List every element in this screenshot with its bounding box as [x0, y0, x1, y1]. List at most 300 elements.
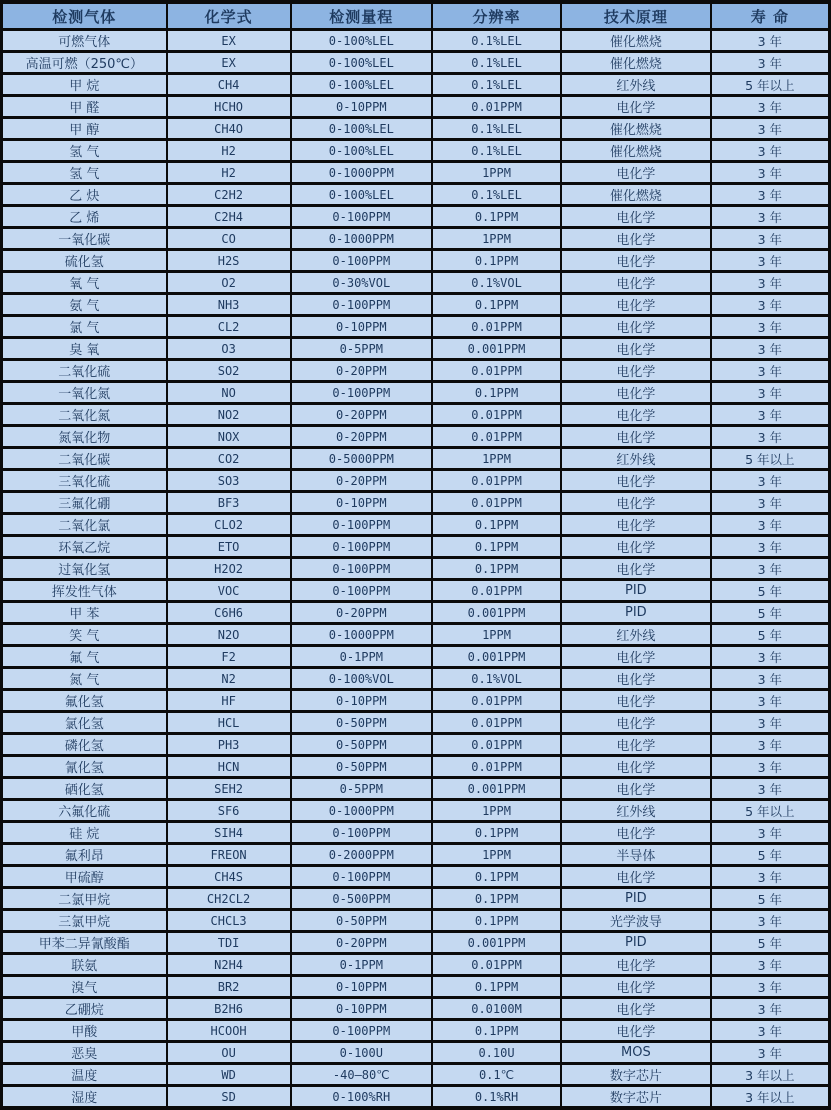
cell-detection-range: 0-1000PPM — [291, 228, 432, 249]
cell-gas-name: 乙硼烷 — [2, 998, 167, 1019]
cell-technology: 红外线 — [561, 448, 711, 469]
cell-chemical-formula: NO2 — [167, 404, 291, 425]
cell-detection-range: 0-5000PPM — [291, 448, 432, 469]
column-header-detection-range: 检测量程 — [291, 3, 432, 29]
cell-lifespan: 3 年 — [711, 976, 829, 997]
table-row — [2, 162, 829, 183]
table-row — [2, 272, 829, 293]
table-row — [2, 1042, 829, 1063]
cell-chemical-formula: ETO — [167, 536, 291, 557]
cell-lifespan: 3 年 — [711, 778, 829, 799]
cell-resolution: 0.1PPM — [432, 294, 561, 315]
cell-chemical-formula: WD — [167, 1064, 291, 1085]
cell-technology: 催化燃烧 — [561, 140, 711, 161]
table-row — [2, 1020, 829, 1041]
cell-lifespan: 3 年 — [711, 118, 829, 139]
cell-gas-name: 氯 气 — [2, 316, 167, 337]
table-row — [2, 52, 829, 73]
cell-lifespan: 3 年 — [711, 206, 829, 227]
cell-detection-range: 0-100PPM — [291, 822, 432, 843]
table-row — [2, 536, 829, 557]
column-header-resolution: 分辨率 — [432, 3, 561, 29]
table-row — [2, 1086, 829, 1107]
cell-technology: 电化学 — [561, 712, 711, 733]
cell-gas-name: 甲 醇 — [2, 118, 167, 139]
cell-resolution: 0.001PPM — [432, 778, 561, 799]
cell-resolution: 0.10U — [432, 1042, 561, 1063]
cell-technology: 电化学 — [561, 96, 711, 117]
cell-detection-range: 0-100PPM — [291, 382, 432, 403]
cell-lifespan: 3 年 — [711, 470, 829, 491]
cell-detection-range: 0-30%VOL — [291, 272, 432, 293]
cell-lifespan: 3 年 — [711, 272, 829, 293]
cell-chemical-formula: CLO2 — [167, 514, 291, 535]
cell-resolution: 0.1PPM — [432, 976, 561, 997]
cell-detection-range: 0-100%LEL — [291, 30, 432, 51]
cell-chemical-formula: C2H2 — [167, 184, 291, 205]
cell-resolution: 0.01PPM — [432, 954, 561, 975]
cell-resolution: 0.01PPM — [432, 712, 561, 733]
cell-lifespan: 3 年 — [711, 514, 829, 535]
table-row — [2, 888, 829, 909]
cell-chemical-formula: TDI — [167, 932, 291, 953]
cell-lifespan: 3 年 — [711, 250, 829, 271]
cell-gas-name: 过氧化氢 — [2, 558, 167, 579]
cell-lifespan: 3 年 — [711, 184, 829, 205]
cell-lifespan: 3 年 — [711, 30, 829, 51]
cell-detection-range: 0-100PPM — [291, 580, 432, 601]
cell-lifespan: 3 年 — [711, 756, 829, 777]
cell-lifespan: 5 年 — [711, 602, 829, 623]
cell-lifespan: 3 年 — [711, 734, 829, 755]
cell-resolution: 0.1PPM — [432, 866, 561, 887]
table-row — [2, 932, 829, 953]
cell-gas-name: 氟化氢 — [2, 690, 167, 711]
cell-technology: 电化学 — [561, 822, 711, 843]
cell-resolution: 0.1PPM — [432, 206, 561, 227]
cell-lifespan: 3 年 — [711, 140, 829, 161]
cell-chemical-formula: H2 — [167, 162, 291, 183]
cell-lifespan: 3 年 — [711, 492, 829, 513]
cell-resolution: 1PPM — [432, 800, 561, 821]
cell-detection-range: 0-100PPM — [291, 294, 432, 315]
cell-gas-name: 氨 气 — [2, 294, 167, 315]
header-row — [2, 3, 829, 29]
cell-resolution: 0.01PPM — [432, 96, 561, 117]
cell-gas-name: 挥发性气体 — [2, 580, 167, 601]
cell-chemical-formula: CHCL3 — [167, 910, 291, 931]
cell-chemical-formula: B2H6 — [167, 998, 291, 1019]
table-row — [2, 558, 829, 579]
cell-resolution: 0.1%VOL — [432, 272, 561, 293]
table-row — [2, 206, 829, 227]
cell-lifespan: 3 年 — [711, 822, 829, 843]
cell-resolution: 0.01PPM — [432, 756, 561, 777]
cell-lifespan: 3 年 — [711, 426, 829, 447]
cell-detection-range: 0-1000PPM — [291, 162, 432, 183]
cell-resolution: 0.1PPM — [432, 382, 561, 403]
cell-detection-range: 0-20PPM — [291, 360, 432, 381]
cell-detection-range: 0-1PPM — [291, 646, 432, 667]
cell-resolution: 0.01PPM — [432, 316, 561, 337]
cell-gas-name: 氮氧化物 — [2, 426, 167, 447]
cell-detection-range: 0-10PPM — [291, 492, 432, 513]
cell-gas-name: 氟 气 — [2, 646, 167, 667]
cell-chemical-formula: SEH2 — [167, 778, 291, 799]
cell-lifespan: 3 年 — [711, 690, 829, 711]
cell-resolution: 0.1%VOL — [432, 668, 561, 689]
cell-detection-range: 0-10PPM — [291, 96, 432, 117]
cell-technology: 电化学 — [561, 998, 711, 1019]
cell-lifespan: 3 年 — [711, 338, 829, 359]
cell-chemical-formula: N2H4 — [167, 954, 291, 975]
cell-resolution: 0.1PPM — [432, 822, 561, 843]
cell-technology: 电化学 — [561, 426, 711, 447]
cell-detection-range: 0-10PPM — [291, 316, 432, 337]
cell-gas-name: 甲 醛 — [2, 96, 167, 117]
cell-chemical-formula: NH3 — [167, 294, 291, 315]
cell-technology: 电化学 — [561, 536, 711, 557]
cell-resolution: 0.1PPM — [432, 558, 561, 579]
cell-detection-range: 0-50PPM — [291, 712, 432, 733]
cell-technology: PID — [561, 932, 711, 953]
cell-gas-name: 三氟化硼 — [2, 492, 167, 513]
cell-detection-range: 0-100PPM — [291, 514, 432, 535]
cell-technology: 电化学 — [561, 690, 711, 711]
cell-resolution: 1PPM — [432, 844, 561, 865]
cell-lifespan: 3 年 — [711, 96, 829, 117]
cell-detection-range: 0-1PPM — [291, 954, 432, 975]
cell-resolution: 0.001PPM — [432, 602, 561, 623]
cell-chemical-formula: O3 — [167, 338, 291, 359]
cell-detection-range: 0-100%LEL — [291, 118, 432, 139]
cell-chemical-formula: BR2 — [167, 976, 291, 997]
cell-gas-name: 氯化氢 — [2, 712, 167, 733]
cell-resolution: 0.01PPM — [432, 492, 561, 513]
cell-lifespan: 5 年 — [711, 888, 829, 909]
cell-resolution: 0.1PPM — [432, 910, 561, 931]
column-header-lifespan: 寿 命 — [711, 3, 829, 29]
column-header-gas-name: 检测气体 — [2, 3, 167, 29]
cell-detection-range: -40—80℃ — [291, 1064, 432, 1085]
cell-technology: 光学波导 — [561, 910, 711, 931]
cell-technology: 电化学 — [561, 954, 711, 975]
cell-gas-name: 联氨 — [2, 954, 167, 975]
cell-chemical-formula: HF — [167, 690, 291, 711]
cell-technology: 电化学 — [561, 646, 711, 667]
cell-chemical-formula: EX — [167, 30, 291, 51]
cell-detection-range: 0-100PPM — [291, 866, 432, 887]
cell-detection-range: 0-100%LEL — [291, 52, 432, 73]
cell-lifespan: 3 年 — [711, 866, 829, 887]
cell-technology: 电化学 — [561, 228, 711, 249]
cell-gas-name: 三氯甲烷 — [2, 910, 167, 931]
cell-technology: 催化燃烧 — [561, 118, 711, 139]
cell-gas-name: 乙 炔 — [2, 184, 167, 205]
cell-technology: 电化学 — [561, 250, 711, 271]
cell-detection-range: 0-50PPM — [291, 910, 432, 931]
table-row — [2, 800, 829, 821]
table-row — [2, 602, 829, 623]
table-row — [2, 756, 829, 777]
cell-resolution: 0.01PPM — [432, 470, 561, 491]
cell-lifespan: 3 年 — [711, 52, 829, 73]
cell-lifespan: 3 年 — [711, 668, 829, 689]
cell-detection-range: 0-10PPM — [291, 976, 432, 997]
cell-gas-name: 氧 气 — [2, 272, 167, 293]
cell-chemical-formula: OU — [167, 1042, 291, 1063]
cell-resolution: 1PPM — [432, 448, 561, 469]
cell-lifespan: 3 年 — [711, 998, 829, 1019]
table-row — [2, 580, 829, 601]
cell-gas-name: 硫化氢 — [2, 250, 167, 271]
table-row — [2, 96, 829, 117]
cell-gas-name: 甲苯二异氰酸酯 — [2, 932, 167, 953]
cell-chemical-formula: SO3 — [167, 470, 291, 491]
cell-chemical-formula: BF3 — [167, 492, 291, 513]
table-body — [2, 30, 829, 1107]
cell-technology: PID — [561, 888, 711, 909]
cell-gas-name: 臭 氧 — [2, 338, 167, 359]
cell-gas-name: 笑 气 — [2, 624, 167, 645]
table-row — [2, 976, 829, 997]
cell-detection-range: 0-20PPM — [291, 470, 432, 491]
cell-detection-range: 0-500PPM — [291, 888, 432, 909]
cell-gas-name: 乙 烯 — [2, 206, 167, 227]
cell-gas-name: 磷化氢 — [2, 734, 167, 755]
cell-detection-range: 0-20PPM — [291, 932, 432, 953]
table-row — [2, 118, 829, 139]
cell-chemical-formula: SO2 — [167, 360, 291, 381]
cell-chemical-formula: F2 — [167, 646, 291, 667]
cell-technology: 催化燃烧 — [561, 184, 711, 205]
cell-gas-name: 二氧化氯 — [2, 514, 167, 535]
table-row — [2, 998, 829, 1019]
cell-chemical-formula: SD — [167, 1086, 291, 1107]
cell-detection-range: 0-100%VOL — [291, 668, 432, 689]
cell-technology: 电化学 — [561, 206, 711, 227]
cell-detection-range: 0-100PPM — [291, 536, 432, 557]
cell-detection-range: 0-100%RH — [291, 1086, 432, 1107]
cell-lifespan: 3 年 — [711, 646, 829, 667]
cell-chemical-formula: CO2 — [167, 448, 291, 469]
cell-chemical-formula: C6H6 — [167, 602, 291, 623]
cell-lifespan: 3 年 — [711, 360, 829, 381]
cell-detection-range: 0-100U — [291, 1042, 432, 1063]
cell-gas-name: 恶臭 — [2, 1042, 167, 1063]
cell-lifespan: 3 年 — [711, 382, 829, 403]
cell-resolution: 0.1PPM — [432, 1020, 561, 1041]
cell-detection-range: 0-20PPM — [291, 426, 432, 447]
cell-technology: 电化学 — [561, 162, 711, 183]
table-row — [2, 844, 829, 865]
cell-resolution: 0.1PPM — [432, 536, 561, 557]
cell-gas-name: 二氧化氮 — [2, 404, 167, 425]
cell-resolution: 0.001PPM — [432, 932, 561, 953]
cell-lifespan: 5 年 — [711, 844, 829, 865]
cell-technology: 电化学 — [561, 514, 711, 535]
cell-technology: 电化学 — [561, 734, 711, 755]
cell-detection-range: 0-1000PPM — [291, 624, 432, 645]
cell-detection-range: 0-10PPM — [291, 690, 432, 711]
cell-resolution: 1PPM — [432, 228, 561, 249]
cell-gas-name: 一氧化氮 — [2, 382, 167, 403]
cell-gas-name: 高温可燃（250℃） — [2, 52, 167, 73]
cell-detection-range: 0-100PPM — [291, 206, 432, 227]
cell-technology: 电化学 — [561, 338, 711, 359]
cell-chemical-formula: H2S — [167, 250, 291, 271]
cell-gas-name: 甲硫醇 — [2, 866, 167, 887]
cell-technology: 电化学 — [561, 668, 711, 689]
cell-resolution: 0.1%LEL — [432, 52, 561, 73]
table-row — [2, 360, 829, 381]
cell-resolution: 0.1PPM — [432, 514, 561, 535]
cell-chemical-formula: CL2 — [167, 316, 291, 337]
cell-technology: 电化学 — [561, 492, 711, 513]
cell-resolution: 0.01PPM — [432, 690, 561, 711]
cell-lifespan: 3 年 — [711, 536, 829, 557]
table-row — [2, 74, 829, 95]
cell-chemical-formula: CH4O — [167, 118, 291, 139]
cell-resolution: 0.001PPM — [432, 338, 561, 359]
table-row — [2, 624, 829, 645]
cell-lifespan: 3 年以上 — [711, 1086, 829, 1107]
cell-chemical-formula: VOC — [167, 580, 291, 601]
cell-resolution: 0.01PPM — [432, 404, 561, 425]
table-row — [2, 250, 829, 271]
cell-detection-range: 0-20PPM — [291, 404, 432, 425]
table-row — [2, 514, 829, 535]
cell-resolution: 0.001PPM — [432, 646, 561, 667]
cell-gas-name: 温度 — [2, 1064, 167, 1085]
cell-chemical-formula: N2O — [167, 624, 291, 645]
cell-gas-name: 二氧化硫 — [2, 360, 167, 381]
cell-lifespan: 5 年 — [711, 580, 829, 601]
cell-technology: 催化燃烧 — [561, 30, 711, 51]
cell-detection-range: 0-5PPM — [291, 778, 432, 799]
cell-technology: 电化学 — [561, 272, 711, 293]
table-row — [2, 228, 829, 249]
table-row — [2, 712, 829, 733]
cell-technology: PID — [561, 580, 711, 601]
cell-chemical-formula: HCOOH — [167, 1020, 291, 1041]
cell-lifespan: 3 年 — [711, 162, 829, 183]
cell-resolution: 0.01PPM — [432, 360, 561, 381]
cell-lifespan: 5 年以上 — [711, 448, 829, 469]
cell-gas-name: 硒化氢 — [2, 778, 167, 799]
cell-lifespan: 5 年以上 — [711, 74, 829, 95]
cell-technology: PID — [561, 602, 711, 623]
cell-gas-name: 氢 气 — [2, 140, 167, 161]
cell-resolution: 0.0100M — [432, 998, 561, 1019]
cell-detection-range: 0-50PPM — [291, 734, 432, 755]
cell-technology: 电化学 — [561, 1020, 711, 1041]
cell-resolution: 0.1%LEL — [432, 184, 561, 205]
table-row — [2, 668, 829, 689]
table-row — [2, 30, 829, 51]
cell-lifespan: 3 年 — [711, 712, 829, 733]
cell-gas-name: 氰化氢 — [2, 756, 167, 777]
cell-chemical-formula: NO — [167, 382, 291, 403]
table-row — [2, 954, 829, 975]
cell-technology: 电化学 — [561, 976, 711, 997]
cell-resolution: 0.01PPM — [432, 426, 561, 447]
cell-resolution: 0.1%RH — [432, 1086, 561, 1107]
cell-chemical-formula: C2H4 — [167, 206, 291, 227]
column-header-chemical-formula: 化学式 — [167, 3, 291, 29]
cell-gas-name: 六氟化硫 — [2, 800, 167, 821]
cell-technology: 数字芯片 — [561, 1086, 711, 1107]
cell-detection-range: 0-100PPM — [291, 558, 432, 579]
cell-technology: 电化学 — [561, 404, 711, 425]
cell-technology: 电化学 — [561, 360, 711, 381]
cell-resolution: 0.1PPM — [432, 250, 561, 271]
table-row — [2, 426, 829, 447]
table-row — [2, 470, 829, 491]
cell-lifespan: 3 年 — [711, 1042, 829, 1063]
cell-gas-name: 二氯甲烷 — [2, 888, 167, 909]
cell-gas-name: 氮 气 — [2, 668, 167, 689]
cell-gas-name: 二氧化碳 — [2, 448, 167, 469]
cell-gas-name: 硅 烷 — [2, 822, 167, 843]
cell-chemical-formula: N2 — [167, 668, 291, 689]
cell-chemical-formula: EX — [167, 52, 291, 73]
cell-gas-name: 甲 烷 — [2, 74, 167, 95]
cell-chemical-formula: CH4 — [167, 74, 291, 95]
table-row — [2, 404, 829, 425]
cell-lifespan: 3 年 — [711, 1020, 829, 1041]
cell-lifespan: 5 年以上 — [711, 800, 829, 821]
cell-detection-range: 0-50PPM — [291, 756, 432, 777]
cell-detection-range: 0-100%LEL — [291, 140, 432, 161]
cell-lifespan: 5 年 — [711, 932, 829, 953]
table-row — [2, 338, 829, 359]
cell-gas-name: 湿度 — [2, 1086, 167, 1107]
cell-resolution: 0.1%LEL — [432, 140, 561, 161]
cell-lifespan: 3 年 — [711, 954, 829, 975]
cell-lifespan: 3 年 — [711, 294, 829, 315]
cell-chemical-formula: O2 — [167, 272, 291, 293]
cell-technology: 电化学 — [561, 382, 711, 403]
cell-gas-name: 一氧化碳 — [2, 228, 167, 249]
table-header — [2, 3, 829, 29]
table-row — [2, 382, 829, 403]
cell-gas-name: 可燃气体 — [2, 30, 167, 51]
table-row — [2, 690, 829, 711]
table-row — [2, 448, 829, 469]
cell-detection-range: 0-20PPM — [291, 602, 432, 623]
cell-chemical-formula: NOX — [167, 426, 291, 447]
cell-resolution: 0.01PPM — [432, 734, 561, 755]
table-row — [2, 910, 829, 931]
cell-lifespan: 3 年以上 — [711, 1064, 829, 1085]
cell-gas-name: 氟利昂 — [2, 844, 167, 865]
cell-chemical-formula: SIH4 — [167, 822, 291, 843]
cell-technology: 电化学 — [561, 756, 711, 777]
cell-chemical-formula: HCL — [167, 712, 291, 733]
cell-technology: 电化学 — [561, 294, 711, 315]
cell-detection-range: 0-100%LEL — [291, 184, 432, 205]
cell-chemical-formula: CO — [167, 228, 291, 249]
cell-detection-range: 0-10PPM — [291, 998, 432, 1019]
cell-technology: 电化学 — [561, 316, 711, 337]
cell-chemical-formula: H2 — [167, 140, 291, 161]
table-row — [2, 294, 829, 315]
table-row — [2, 734, 829, 755]
cell-chemical-formula: SF6 — [167, 800, 291, 821]
cell-resolution: 0.1℃ — [432, 1064, 561, 1085]
cell-detection-range: 0-100%LEL — [291, 74, 432, 95]
